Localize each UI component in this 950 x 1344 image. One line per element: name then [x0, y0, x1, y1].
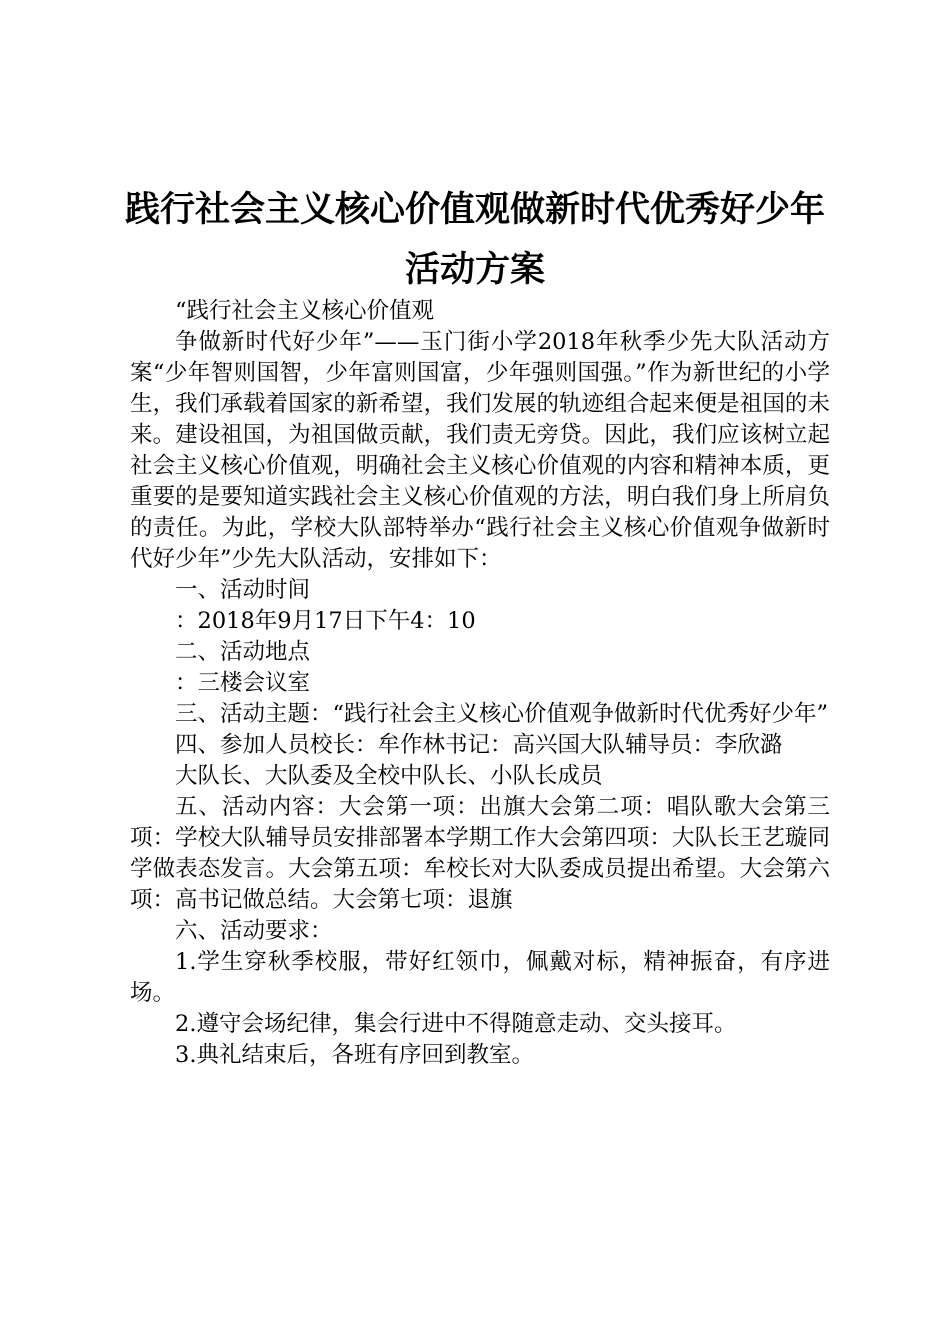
section-content-location: ：三楼会议室: [175, 670, 311, 696]
section-participants: 四、参加人员校长：牟作林书记：高兴国大队辅导员：李欣潞: [175, 732, 783, 758]
section-heading-time: 一、活动时间: [175, 577, 311, 603]
section-content: 五、活动内容：大会第一项：出旗大会第二项：唱队歌大会第三项：学校大队辅导员安排部署本学期工作大会第四项：大队长王艺璇同学做表态发言。大会第五项：牟校长对大队委成员提出希望。大会第六项：高书记做总结。大会第七项：退旗: [130, 794, 830, 913]
section-theme: 三、活动主题：“践行社会主义核心价值观争做新时代优秀好少年”: [175, 701, 829, 727]
requirement-item-3: 3.典礼结束后，各班有序回到教室。: [175, 1042, 534, 1068]
section-heading-location: 二、活动地点: [175, 639, 311, 665]
paragraph-intro: 争做新时代好少年”——玉门街小学2018年秋季少先大队活动方案“少年智则国智，少年富则国富，少年强则国强。”作为新世纪的小学生，我们承载着国家的新希望，我们发展的轨迹组合起来便是祖国的未来。建设祖国，为祖国做贡献，我们责无旁贷。因此，我们应该树立起社会主义核心价值观，明确社会主义核心价值观的内容和精神本质，更重要的是要知道实践社会主义核心价值观的方法，明白我们身上所肩负的责任。为此，学校大队部特举办“践行社会主义核心价值观争做新时代好少年”少先大队活动，安排如下：: [130, 329, 830, 572]
document-title-line-2: 活动方案: [404, 250, 545, 290]
section-participants-detail: 大队长、大队委及全校中队长、小队长成员: [175, 763, 603, 789]
document-title-line-1: 践行社会主义核心价值观做新时代优秀好少年: [124, 190, 825, 230]
section-heading-requirements: 六、活动要求：: [175, 918, 333, 944]
document-body: [130, 296, 830, 1071]
paragraph-intro-heading: “践行社会主义核心价值观: [175, 298, 435, 324]
requirement-item-1: 1.学生穿秋季校服，带好红领巾，佩戴对标，精神振奋，有序进场。: [130, 949, 830, 1006]
section-content-time: ：2018年9月17日下午4：10: [175, 608, 476, 634]
requirement-item-2: 2.遵守会场纪律，集会行进中不得随意走动、交头接耳。: [175, 1011, 737, 1037]
